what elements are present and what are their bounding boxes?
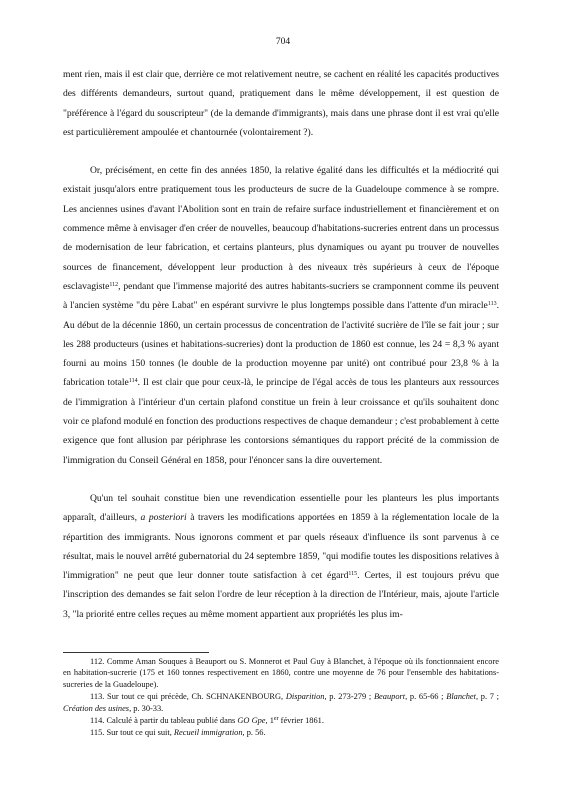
text-run: , p. 65-66 ; <box>405 692 447 702</box>
superscript: er <box>273 716 279 723</box>
body-text <box>63 65 499 624</box>
text-run: février 1861. <box>278 716 324 726</box>
superscript: 112 <box>109 281 119 288</box>
text-run: . Certes, il est toujours prévu que l'inscription des demandes se fait selon l'ordre de leur réception à la direction de l'Intérieur, mais, ajoute l'article 3, "la priorité entre celles reçues au même moment appartient aux propriétés les plus im- <box>63 570 500 620</box>
footnote-divider <box>63 652 209 653</box>
text-run: 112. Comme Aman Souques à Beauport ou S. Monnerot et Paul Guy à Blanchet, à l'époque où ils fonctionnaient encore en habitation-sucrerie (175 et 160 tonnes respectivement en 1860, contre une moyenne de 76 pour l'ensemble des habitations-sucreries de la Guadeloupe). <box>63 657 499 689</box>
text-run: , p. 56. <box>242 728 266 738</box>
text-run: , p. 7 ; <box>475 692 500 702</box>
text-run: , p. 273-279 ; <box>324 692 374 702</box>
italic-run: Création des usines <box>63 703 130 713</box>
superscript: 115 <box>348 571 358 578</box>
page-number: 704 <box>275 37 291 47</box>
italic-run: Recueil immigration <box>173 728 243 738</box>
text-run: Qu'un tel souhait constitue bien une revendication essentielle pour les planteurs les plus importants apparaît, d'ailleurs, <box>63 492 499 524</box>
italic-run: Disparition <box>285 692 325 702</box>
italic-run: Blanchet <box>446 692 476 702</box>
text-run: . Il est clair que pour ceux-là, le principe de l'égal accès de tous les planteurs aux ressources de l'immigration à l'intérieur d'un certain plafond constitue un frein à leur croissance et qu'ils souhaitent donc voir ce plafond modulé en fonction des productions respectives de chaque demandeur ; c'est probablement à cette exigence que font allusion par périphrase les contorsions sémantiques du rapport précité de la commission de l'immigration du Conseil Général en 1858, pour l'énoncer sans la dire ouvertement. <box>63 377 499 466</box>
text-run: Or, précisément, en cette fin des années 1850, la relative égalité dans les difficultés et la médiocrité qui existait jusqu'alors entre pratiquement tous les producteurs de sucre de la Guadeloupe commence à se rompre. Les anciennes usines d'avant l'Abolition sont en train de refaire surface industriellement et financièrement et on commence même à envisager d'en créer de nouvelles, beaucoup d'habitations-sucreries entrent dans un processus de modernisation de leur fabrication, et certains planteurs, plus dynamiques ou ayant pu trouver de nouvelles sources de financement, développent leur production à des niveaux très supérieurs à ceux de l'époque esclavagiste <box>63 165 499 292</box>
text-run: 115. Sur tout ce qui suit, <box>90 728 174 738</box>
text-run: . Au début de la décennie 1860, un certain processus de concentration de l'activité sucrière de l'île se fait jour ; sur les 288 producteurs (usines et habitations-sucreries) dont la production de 1860 est connue, les 24 = 8,3 % ayant fourni au moins 150 tonnes (le double de la production moyenne par unité) ont contribué pour 23,8 % à la fabrication totale <box>63 300 499 389</box>
footnotes <box>63 656 499 740</box>
footnote-113 <box>63 691 499 714</box>
superscript: 113 <box>487 301 497 308</box>
text-run: 113. Sur tout ce qui précède, Ch. SCHNAKENBOURG, <box>90 692 286 702</box>
italic-run: a posteriori <box>140 512 187 524</box>
footnote-115 <box>63 727 499 738</box>
footnote-112 <box>63 656 499 690</box>
text-run: , p. 30-33. <box>129 703 164 713</box>
text-run: , 1 <box>265 716 274 726</box>
italic-run: Beauport <box>373 692 406 702</box>
text-run: , pendant que l'immense majorité des autres habitants-sucriers se cramponnent comme ils peuvent à l'ancien système "du père Labat" en espérant survivre le plus longtemps possible dans l'attente d'un miracle <box>63 280 499 312</box>
paragraph-1 <box>63 65 499 142</box>
paragraph-3 <box>63 489 499 624</box>
text-run: ment rien, mais il est clair que, derrière ce mot relativement neutre, se cachent en réalité les capacités productives des différents demandeurs, surtout quand, pratiquement dans le même développement, il est question de "préférence à l'égard du souscripteur" (de la demande d'immigrants), mais dans une phrase dont il est vrai qu'elle est particulièrement ampoulée et chantournée (volontairement ?). <box>63 69 499 138</box>
footnote-114 <box>63 715 499 726</box>
italic-run: GO Gpe <box>237 716 266 726</box>
text-run: à travers les modifications apportées en 1859 à la réglementation locale de la répartition des immigrants. Nous ignorons comment et par quels réseaux d'influence ils sont parvenus à ce résultat, mais le nouvel arrêté gubernatorial du 24 septembre 1859, "qui modifie toutes les dispositions relatives à l'immigration" ne peut que leur donner toute satisfaction à cet égard <box>63 512 500 582</box>
superscript: 114 <box>128 378 138 385</box>
paragraph-2 <box>63 161 499 470</box>
text-run: 114. Calculé à partir du tableau publié dans <box>90 716 238 726</box>
